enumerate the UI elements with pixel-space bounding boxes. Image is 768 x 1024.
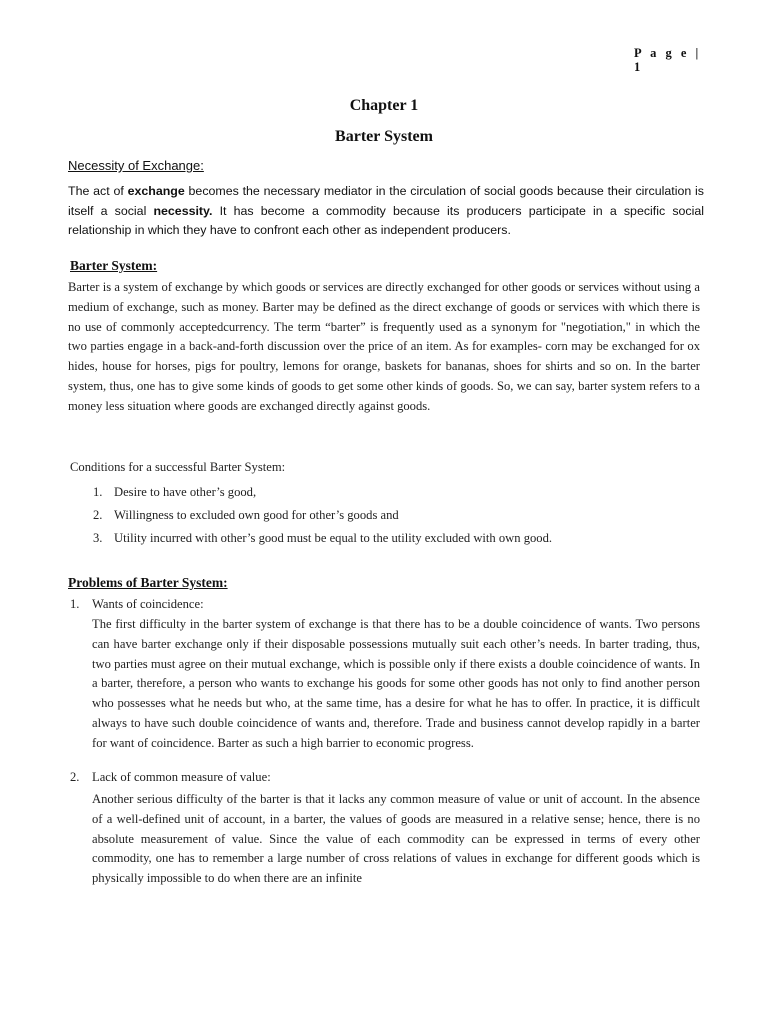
- necessity-bold-necessity: necessity.: [153, 203, 213, 218]
- problem-number: 2.: [70, 770, 80, 784]
- condition-item: [93, 485, 256, 500]
- necessity-text-3: It has become a commodity because its producers participate in a specific social relationship in which they have to confront each other as independent producers.: [68, 203, 704, 237]
- barter-heading: Barter System:: [70, 258, 158, 273]
- problem-paragraph: Another serious difficulty of the barter is that it lacks any common measure of value or unit of account. In the absence of a well-defined unit of account, in a barter, the values of goods are measured in a relative sense; hence, there is no absolute measurement of value. Since the value of each commodity can be expressed in terms of every other commodity, one has to remember a large number of cross relations of values in exchange for different goods which is physically impossible to do when there are an infinite: [92, 792, 700, 886]
- necessity-bold-exchange: exchange: [127, 184, 185, 198]
- problem-title-text: Wants of coincidence:: [92, 597, 204, 611]
- necessity-text-1: The act of: [68, 184, 128, 198]
- barter-paragraph: Barter is a system of exchange by which goods or services are directly exchanged for other goods or services without using a medium of exchange, such as money. Barter may be defined as the direct exchange of goods or services with which there is no use of commonly acceptedcurrency. The term “barter” is frequently used as a synonym for "negotiation," in which the two parties engage in a back-and-forth discussion over the price of an item. As for examples- corn may be exchanged for ox hides, house for horses, pigs for poultry, lemons for orange, baskets for bananas, shoes for shirts and so on. In the barter system, thus, one has to give some kinds of goods to get some other kinds of goods. So, we can say, barter system refers to a money less situation where goods are exchanged directly against goods.: [68, 280, 700, 413]
- necessity-text-2: becomes the necessary mediator in the circulation of social goods because their circulation is itself a social: [68, 184, 705, 218]
- condition-number: 3.: [93, 531, 103, 545]
- condition-item: [93, 531, 552, 546]
- problem-number: 1.: [70, 597, 80, 611]
- page-label: P a g e |: [634, 46, 702, 60]
- page-number-value: 1: [634, 60, 644, 74]
- problem-title-text: Lack of common measure of value:: [92, 770, 271, 784]
- problem-title: [70, 597, 204, 612]
- page-number: [634, 46, 704, 74]
- problem-title: [70, 770, 271, 785]
- condition-number: 2.: [93, 508, 103, 522]
- condition-item: [93, 508, 399, 523]
- problem-paragraph: The first difficulty in the barter system of exchange is that there has to be a double coincidence of wants. Two persons can have barter exchange only if their disposable possessions mutually suit each other’s needs. In barter trading, thus, two parties must agree on their mutual exchange, which is possible only if there exists a double coincidence of wants. In a barter, therefore, a person who wants to exchange his goods for some other goods has not only to find another person who possesses what he needs but who, at the same time, has a desire for what he has to offer. In practice, it is difficult always to have such double coincidence of wants and, therefore. Trade and business cannot develop rapidly in a barter for want of coincidence. Barter as such a high barrier to economic progress.: [92, 617, 700, 750]
- condition-text: Desire to have other’s good,: [114, 485, 257, 499]
- condition-text: Utility incurred with other’s good must be equal to the utility excluded with own good.: [114, 531, 553, 545]
- necessity-paragraph: [68, 182, 704, 241]
- condition-number: 1.: [93, 485, 103, 499]
- chapter-title: Chapter 1: [349, 97, 419, 114]
- chapter-subtitle: Barter System: [335, 128, 433, 145]
- condition-text: Willingness to excluded own good for other’s goods and: [114, 508, 399, 522]
- necessity-heading: Necessity of Exchange:: [68, 158, 204, 173]
- problems-heading: Problems of Barter System:: [68, 575, 228, 590]
- conditions-intro: Conditions for a successful Barter System:: [70, 460, 286, 474]
